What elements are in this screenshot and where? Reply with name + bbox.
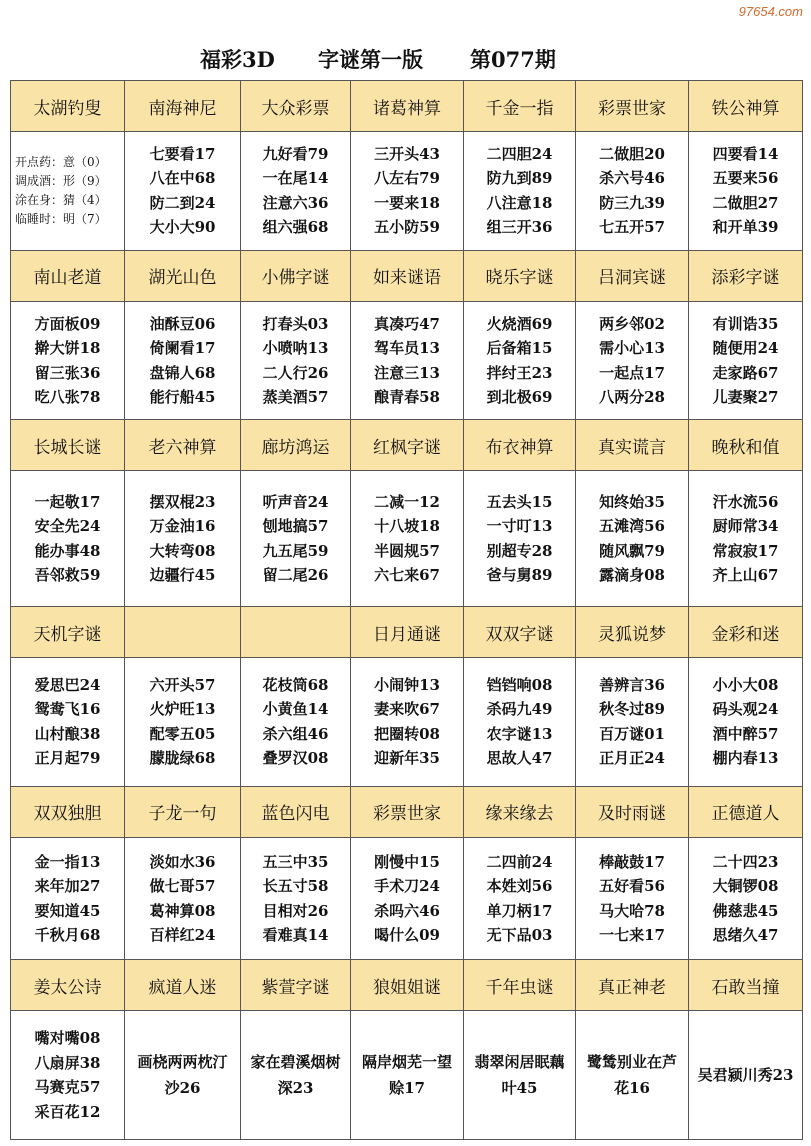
- entries-row: [11, 1011, 803, 1140]
- riddle-entry: 擀大饼18: [34, 339, 101, 358]
- entry-cell: [576, 132, 689, 250]
- page-title: [0, 44, 811, 76]
- riddle-entry: 妻来吹67: [374, 700, 440, 719]
- riddle-entry: 杀六号46: [599, 169, 665, 188]
- riddle-entry: 鸳鸯飞16: [34, 700, 101, 719]
- header-row: [11, 81, 803, 132]
- riddle-entry: 酿青春58: [374, 388, 440, 407]
- riddle-entry: 火炉旺13: [149, 700, 216, 719]
- riddle-entry: 盘锦人68: [149, 363, 216, 382]
- entry-cell: [576, 471, 689, 607]
- riddle-entry: 二做胆27: [712, 193, 779, 212]
- riddle-entry: 四要看14: [712, 144, 779, 163]
- riddle-entry: 万金油16: [149, 517, 216, 536]
- legend-line: 开点药：意（0）: [15, 154, 107, 169]
- riddle-entry: 棒敲鼓17: [599, 852, 665, 871]
- entry-list: [599, 490, 665, 588]
- entry-list: [374, 850, 440, 948]
- entry-list: [487, 312, 553, 410]
- poem-line: 鹭鸶别业在芦花16: [586, 1053, 677, 1098]
- column-header: 姜太公诗: [11, 960, 125, 1011]
- riddle-entry: 一寸叮13: [486, 517, 553, 536]
- entry-list: [713, 490, 779, 588]
- riddle-entry: 杀码九49: [486, 700, 553, 719]
- entry-list: [263, 490, 329, 588]
- riddle-entry: 听声音24: [262, 492, 329, 511]
- column-header: 双双字谜: [464, 606, 576, 657]
- entry-cell: [241, 301, 351, 419]
- riddle-entry: 方面板09: [34, 314, 101, 333]
- riddle-entry: 嘴对嘴08: [34, 1029, 101, 1048]
- riddle-entry: 二减一12: [374, 492, 440, 511]
- column-header: 双双独胆: [11, 786, 125, 837]
- entry-list: [599, 850, 665, 948]
- riddle-entry: 朦胧绿68: [149, 749, 216, 768]
- riddle-entry: 九好看79: [262, 144, 329, 163]
- riddle-entry: 爸与舅89: [486, 566, 553, 585]
- column-header: 南山老道: [11, 250, 125, 301]
- riddle-entry: 两乡邻02: [599, 314, 665, 333]
- entry-list: [487, 850, 553, 948]
- entry-list: [713, 142, 779, 240]
- entry-cell: [11, 132, 125, 250]
- entry-cell: [689, 837, 803, 959]
- column-header: 添彩字谜: [689, 250, 803, 301]
- riddle-entry: 迎新年35: [374, 749, 440, 768]
- riddle-entry: 单刀柄17: [486, 901, 553, 920]
- entry-cell: [11, 658, 125, 786]
- poem-line: 翡翠闲居眠藕叶45: [474, 1053, 565, 1098]
- riddle-entry: 别超专28: [486, 541, 553, 560]
- riddle-entry: 五滩湾56: [599, 517, 665, 536]
- riddle-entry: 倚阑看17: [149, 339, 216, 358]
- riddle-entry: 正月正24: [599, 749, 665, 768]
- column-header: 铁公神算: [689, 81, 803, 132]
- riddle-entry: 六七来67: [374, 566, 440, 585]
- column-header: 长城长谜: [11, 420, 125, 471]
- column-header: 真实谎言: [576, 420, 689, 471]
- entry-cell: [125, 301, 241, 419]
- riddle-entry: 常寂寂17: [712, 541, 779, 560]
- entry-list: [263, 850, 329, 948]
- column-header: 南海神尼: [125, 81, 241, 132]
- entry-list: [263, 312, 329, 410]
- entry-cell: [576, 837, 689, 959]
- riddle-entry: 知终始35: [599, 492, 665, 511]
- entry-list: [713, 312, 779, 410]
- entry-cell: [11, 471, 125, 607]
- riddle-entry: 齐上山67: [712, 566, 779, 585]
- entry-list: [150, 850, 216, 948]
- entry-list: [35, 1026, 101, 1124]
- page-title-issue: 第077期: [470, 47, 556, 72]
- poem-line: 家在碧溪烟树深23: [250, 1053, 341, 1098]
- column-header: 廊坊鸿运: [241, 420, 351, 471]
- riddle-entry: 露滴身08: [599, 566, 665, 585]
- riddle-entry: 思绪久47: [712, 926, 779, 945]
- riddle-entry: 秋冬过89: [599, 700, 665, 719]
- entry-cell: [689, 658, 803, 786]
- riddle-entry: 随风飘79: [599, 541, 665, 560]
- riddle-entry: 佛慈悲45: [712, 901, 779, 920]
- riddle-entry: 油酥豆06: [149, 314, 216, 333]
- riddle-entry: 目相对26: [262, 901, 329, 920]
- riddle-entry: 八扇屏38: [34, 1053, 101, 1072]
- riddle-entry: 一七来17: [599, 926, 665, 945]
- riddle-entry: 看难真14: [262, 926, 329, 945]
- riddle-entry: 码头观24: [712, 700, 779, 719]
- riddle-entry: 二四前24: [486, 852, 553, 871]
- entry-cell: [125, 837, 241, 959]
- riddle-entry: 叠罗汉08: [262, 749, 329, 768]
- riddle-entry: 安全先24: [34, 517, 101, 536]
- column-header: 彩票世家: [351, 786, 464, 837]
- riddle-entry: 蒸美酒57: [262, 388, 329, 407]
- column-header: 金彩和迷: [689, 606, 803, 657]
- riddle-entry: 百样红24: [149, 926, 216, 945]
- entry-cell: [11, 1011, 125, 1140]
- riddle-entry: 八左右79: [374, 169, 440, 188]
- riddle-entry: 做七哥57: [149, 877, 216, 896]
- entry-cell: [576, 301, 689, 419]
- entry-list: [713, 673, 779, 771]
- riddle-entry: 五去头15: [486, 492, 553, 511]
- riddle-entry: 吃八张78: [34, 388, 101, 407]
- entry-list: [487, 490, 553, 588]
- column-header: 红枫字谜: [351, 420, 464, 471]
- entry-cell: [689, 132, 803, 250]
- legend-list: [11, 153, 124, 229]
- entry-cell: [241, 132, 351, 250]
- riddle-entry: 厨师常34: [712, 517, 779, 536]
- entry-cell: [576, 1011, 689, 1140]
- column-header: 吕洞宾谜: [576, 250, 689, 301]
- entry-cell: [125, 471, 241, 607]
- riddle-entry: 汗水流56: [712, 492, 779, 511]
- riddle-entry: 有训诰35: [712, 314, 779, 333]
- riddle-entry: 要知道45: [34, 901, 101, 920]
- entry-list: [487, 142, 553, 240]
- column-header: 千金一指: [464, 81, 576, 132]
- entry-list: [374, 490, 440, 588]
- riddle-entry: 长五寸58: [262, 877, 329, 896]
- riddle-entry: 需小心13: [599, 339, 665, 358]
- riddle-entry: 马赛克57: [34, 1078, 101, 1097]
- riddle-entry: 注意六36: [262, 193, 329, 212]
- riddle-entry: 五要来56: [712, 169, 779, 188]
- entry-cell: [689, 301, 803, 419]
- entry-list: [35, 850, 101, 948]
- riddle-entry: 拌纣王23: [486, 363, 553, 382]
- riddle-entry: 杀吗六46: [374, 901, 440, 920]
- column-header: [125, 606, 241, 657]
- column-header: 灵狐说梦: [576, 606, 689, 657]
- entry-list: [35, 312, 101, 410]
- riddle-entry: 十八坡18: [374, 517, 440, 536]
- riddle-entry: 能行船45: [149, 388, 216, 407]
- entry-cell: [11, 301, 125, 419]
- column-header: 老六神算: [125, 420, 241, 471]
- entries-row: [11, 301, 803, 419]
- entry-cell: [241, 837, 351, 959]
- riddle-entry: 八在中68: [149, 169, 216, 188]
- entry-cell: [689, 1011, 803, 1140]
- riddle-entry: 采百花12: [34, 1102, 101, 1121]
- riddle-entry: 无下品03: [486, 926, 553, 945]
- riddle-entry: 后备箱15: [486, 339, 553, 358]
- header-row: [11, 786, 803, 837]
- entry-list: [487, 673, 553, 771]
- entry-list: [599, 673, 665, 771]
- entry-cell: [351, 1011, 464, 1140]
- legend-line: 临睡时：明（7）: [15, 211, 107, 226]
- riddle-entry: 马大哈78: [599, 901, 665, 920]
- riddle-entry: 防九到89: [486, 169, 553, 188]
- entry-cell: [464, 301, 576, 419]
- riddle-entry: 五好看56: [599, 877, 665, 896]
- entry-cell: [125, 132, 241, 250]
- riddle-entry: 吾邻救59: [34, 566, 101, 585]
- entry-cell: [464, 132, 576, 250]
- column-header: 疯道人迷: [125, 960, 241, 1011]
- riddle-entry: 留二尾26: [262, 566, 329, 585]
- column-header: 蓝色闪电: [241, 786, 351, 837]
- riddle-entry: 喝什么09: [374, 926, 440, 945]
- entry-cell: [689, 471, 803, 607]
- riddle-entry: 一要来18: [374, 193, 440, 212]
- page-title-edition: 字谜第一版: [318, 47, 423, 72]
- riddle-entry: 把圈转08: [374, 724, 440, 743]
- entry-cell: [464, 471, 576, 607]
- column-header: 晓乐字谜: [464, 250, 576, 301]
- riddle-entry: 铛铛响08: [486, 675, 553, 694]
- entry-cell: [11, 837, 125, 959]
- riddle-entry: 一在尾14: [262, 169, 329, 188]
- riddle-entry: 半圆规57: [374, 541, 440, 560]
- riddle-entry: 组三开36: [486, 218, 553, 237]
- entry-list: [35, 673, 101, 771]
- riddle-entry: 六开头57: [149, 675, 216, 694]
- column-header: 子龙一句: [125, 786, 241, 837]
- entry-cell: [125, 1011, 241, 1140]
- riddle-entry: 火烧酒69: [486, 314, 553, 333]
- column-header: [241, 606, 351, 657]
- column-header: 缘来缘去: [464, 786, 576, 837]
- riddle-table: [10, 80, 803, 1140]
- entry-cell: [241, 471, 351, 607]
- riddle-entry: 小小大08: [712, 675, 779, 694]
- riddle-entry: 思故人47: [486, 749, 553, 768]
- riddle-entry: 驾车员13: [374, 339, 440, 358]
- riddle-entry: 爱思巴24: [34, 675, 101, 694]
- riddle-entry: 正月起79: [34, 749, 101, 768]
- riddle-entry: 大铜锣08: [712, 877, 779, 896]
- riddle-entry: 二四胆24: [486, 144, 553, 163]
- riddle-entry: 杀六组46: [262, 724, 329, 743]
- riddle-entry: 小喷呐13: [262, 339, 329, 358]
- column-header: 布衣神算: [464, 420, 576, 471]
- entry-list: [263, 673, 329, 771]
- riddle-entry: 葛神算08: [149, 901, 216, 920]
- riddle-entry: 八注意18: [486, 193, 553, 212]
- riddle-entry: 棚内春13: [712, 749, 779, 768]
- riddle-entry: 手术刀24: [374, 877, 440, 896]
- entry-cell: [351, 837, 464, 959]
- column-header: 真正神老: [576, 960, 689, 1011]
- legend-line: 涂在身：猜（4）: [15, 192, 107, 207]
- riddle-entry: 淡如水36: [149, 852, 216, 871]
- riddle-entry: 注意三13: [374, 363, 440, 382]
- column-header: 正德道人: [689, 786, 803, 837]
- riddle-entry: 小黄鱼14: [262, 700, 329, 719]
- entry-cell: [351, 471, 464, 607]
- riddle-entry: 配零五05: [149, 724, 216, 743]
- riddle-entry: 百万谜01: [599, 724, 665, 743]
- riddle-entry: 二人行26: [262, 363, 329, 382]
- riddle-entry: 打春头03: [262, 314, 329, 333]
- entry-cell: [241, 1011, 351, 1140]
- entry-cell: [464, 1011, 576, 1140]
- riddle-entry: 金一指13: [34, 852, 101, 871]
- poem-line: 隔岸烟芜一望赊17: [361, 1053, 452, 1098]
- header-row: [11, 250, 803, 301]
- riddle-entry: 花枝筒68: [262, 675, 329, 694]
- riddle-entry: 二做胆20: [599, 144, 665, 163]
- riddle-entry: 五三中35: [262, 852, 329, 871]
- riddle-entry: 和开单39: [712, 218, 779, 237]
- riddle-entry: 善辨言36: [599, 675, 665, 694]
- entry-list: [374, 673, 440, 771]
- entries-row: [11, 658, 803, 786]
- riddle-entry: 摆双棍23: [149, 492, 216, 511]
- riddle-entry: 大小大90: [149, 218, 216, 237]
- column-header: 千年虫谜: [464, 960, 576, 1011]
- header-row: [11, 606, 803, 657]
- column-header: 大众彩票: [241, 81, 351, 132]
- site-watermark: 97654.com: [738, 4, 803, 19]
- column-header: 及时雨谜: [576, 786, 689, 837]
- riddle-entry: 儿妻聚27: [712, 388, 779, 407]
- entry-list: [150, 673, 216, 771]
- entry-list: [374, 142, 440, 240]
- poem-line: 吴君颍川秀23: [697, 1066, 794, 1085]
- riddle-entry: 一起敬17: [34, 492, 101, 511]
- riddle-entry: 随便用24: [712, 339, 779, 358]
- entries-row: [11, 132, 803, 250]
- riddle-entry: 边疆行45: [149, 566, 216, 585]
- riddle-entry: 二十四23: [712, 852, 779, 871]
- riddle-entry: 到北极69: [486, 388, 553, 407]
- entries-row: [11, 837, 803, 959]
- riddle-entry: 大转弯08: [149, 541, 216, 560]
- riddle-entry: 一起点17: [599, 363, 665, 382]
- entry-list: [150, 490, 216, 588]
- column-header: 石敢当撞: [689, 960, 803, 1011]
- column-header: 湖光山色: [125, 250, 241, 301]
- entry-cell: [351, 658, 464, 786]
- riddle-entry: 刚慢中15: [374, 852, 440, 871]
- riddle-entry: 刨地搞57: [262, 517, 329, 536]
- riddle-entry: 来年加27: [34, 877, 101, 896]
- entry-list: [35, 490, 101, 588]
- column-header: 小佛字谜: [241, 250, 351, 301]
- entry-cell: [125, 658, 241, 786]
- entry-cell: [464, 658, 576, 786]
- riddle-entry: 组六强68: [262, 218, 329, 237]
- entry-list: [599, 312, 665, 410]
- entry-list: [713, 850, 779, 948]
- riddle-entry: 山村酿38: [34, 724, 101, 743]
- riddle-entry: 走家路67: [712, 363, 779, 382]
- riddle-entry: 千秋月68: [34, 926, 101, 945]
- riddle-entry: 本姓刘56: [486, 877, 553, 896]
- entry-cell: [241, 658, 351, 786]
- riddle-entry: 留三张36: [34, 363, 101, 382]
- riddle-entry: 八两分28: [599, 388, 665, 407]
- riddle-entry: 能办事48: [34, 541, 101, 560]
- riddle-entry: 农字谜13: [486, 724, 553, 743]
- column-header: 紫萱字谜: [241, 960, 351, 1011]
- entry-list: [150, 312, 216, 410]
- entry-list: [150, 142, 216, 240]
- entry-cell: [464, 837, 576, 959]
- entry-list: [599, 142, 665, 240]
- column-header: 诸葛神算: [351, 81, 464, 132]
- entry-cell: [576, 658, 689, 786]
- legend-line: 调成酒：形（9）: [15, 173, 107, 188]
- column-header: 如来谜语: [351, 250, 464, 301]
- riddle-entry: 防二到24: [149, 193, 216, 212]
- entry-list: [263, 142, 329, 240]
- column-header: 天机字谜: [11, 606, 125, 657]
- header-row: [11, 420, 803, 471]
- riddle-entry: 防三九39: [599, 193, 665, 212]
- riddle-entry: 酒中醉57: [712, 724, 779, 743]
- page-title-lottery: 福彩3D: [200, 47, 275, 72]
- column-header: 彩票世家: [576, 81, 689, 132]
- riddle-entry: 真凑巧47: [374, 314, 440, 333]
- entry-cell: [351, 301, 464, 419]
- column-header: 狼姐姐谜: [351, 960, 464, 1011]
- column-header: 晚秋和值: [689, 420, 803, 471]
- riddle-entry: 小闹钟13: [374, 675, 440, 694]
- header-row: [11, 960, 803, 1011]
- riddle-entry: 七五开57: [599, 218, 665, 237]
- column-header: 日月通谜: [351, 606, 464, 657]
- entries-row: [11, 471, 803, 607]
- poem-line: 画桡两两枕汀沙26: [137, 1053, 228, 1098]
- riddle-entry: 九五尾59: [262, 541, 329, 560]
- riddle-entry: 七要看17: [149, 144, 216, 163]
- column-header: 太湖钓叟: [11, 81, 125, 132]
- riddle-entry: 三开头43: [374, 144, 440, 163]
- entry-list: [374, 312, 440, 410]
- entry-cell: [351, 132, 464, 250]
- riddle-entry: 五小防59: [374, 218, 440, 237]
